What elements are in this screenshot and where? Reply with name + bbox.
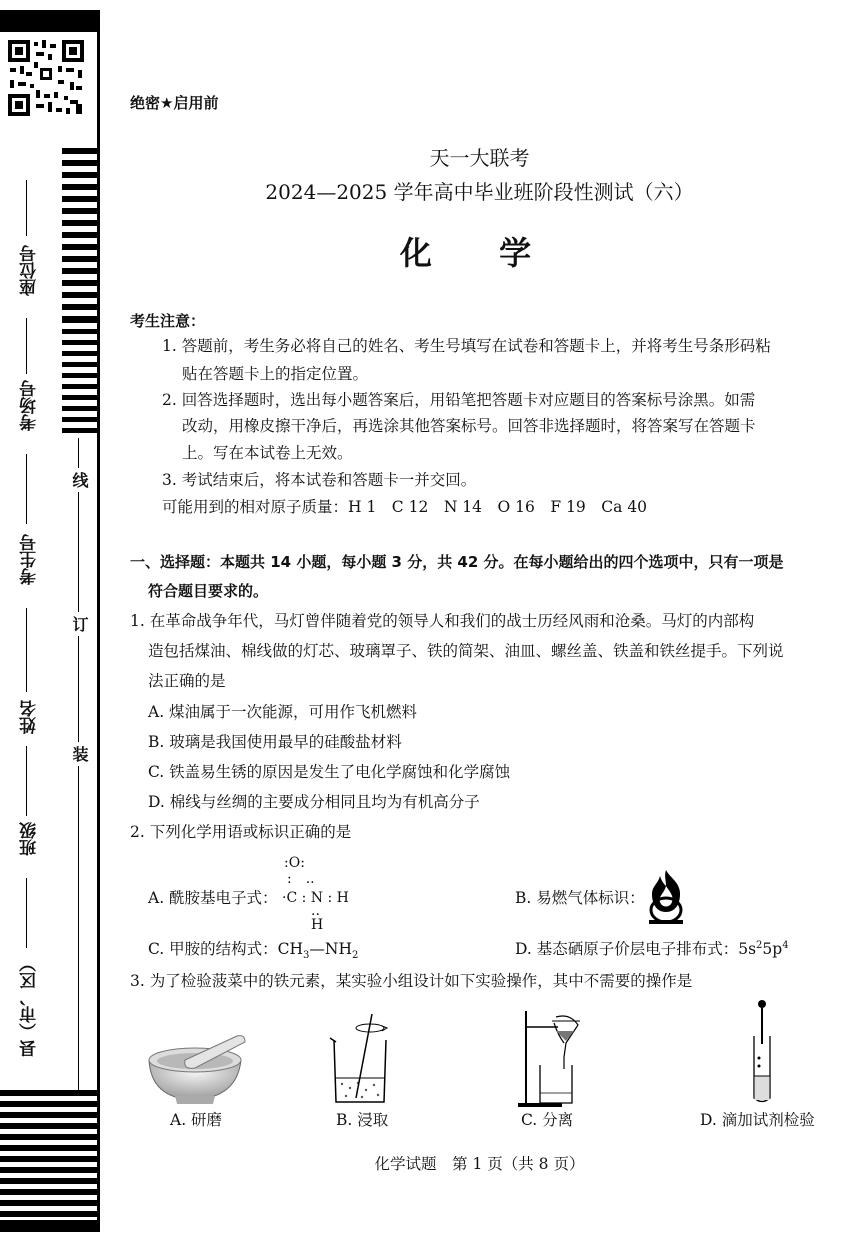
subject-title: 化 学 (399, 234, 560, 272)
room-blank (26, 318, 27, 374)
notice-item-3: 3. 考试结束后，将本试卷和答题卡一并交回。 (162, 471, 477, 489)
beaker-stirring-icon (326, 1012, 396, 1107)
q3-caption-a: A. 研磨 (170, 1111, 223, 1129)
qr-code-icon (6, 38, 86, 118)
page-footer: 化学试题 第 1 页（共 8 页） (374, 1155, 585, 1173)
separation-apparatus-icon (512, 1005, 587, 1108)
cut-mark-bind: 装 (68, 742, 91, 766)
county-label: 县（市、区） (20, 955, 40, 1057)
q1-option-a: A. 煤油属于一次能源，可用作飞机燃料 (148, 703, 418, 721)
binding-strip-bottom (0, 1220, 97, 1232)
formula-middle: ·C : N : H (282, 890, 349, 906)
confidential-label: 绝密★启用前 (130, 94, 219, 112)
class-label: 班级 (20, 822, 40, 856)
exam-id-blank (26, 454, 27, 524)
exam-room-label: 考场号 (20, 380, 40, 431)
name-blank (26, 608, 27, 692)
q2-option-d (515, 934, 789, 964)
q2-option-d-sup1: 2 (756, 939, 763, 951)
notice-heading: 考生注意： (130, 312, 206, 330)
seat-number-label: 座位号 (20, 245, 40, 296)
q3-stem: 3. 为了检验菠菜中的铁元素，某实验小组设计如下实验操作，其中不需要的操作是 (130, 972, 693, 990)
q2-option-c-rest: —NH (309, 940, 353, 958)
flammable-gas-icon (646, 868, 686, 926)
section-heading-cont: 符合题目要求的。 (148, 582, 269, 600)
formula-hydrogen: H (311, 917, 324, 933)
q2-option-d-mid: 5p (762, 940, 783, 958)
exam-organizer: 天一大联考 (429, 146, 530, 170)
q1-stem-line-2: 造包括煤油、棉线做的灯芯、玻璃罩子、铁的简架、油皿、螺丝盖、铁盖和铁丝提手。下列说 (148, 642, 784, 660)
q2-option-c-text: C. 甲胺的结构式：CH (148, 940, 304, 958)
q2-option-c (148, 934, 358, 964)
formula-oxygen: :O: (284, 855, 305, 871)
q2-option-d-text: D. 基态硒原子价层电子排布式：5s (515, 940, 757, 958)
q1-stem-line-1: 1. 在革命战争年代，马灯曾伴随着党的领导人和我们的战士历经风雨和沧桑。马灯的内部构 (130, 612, 755, 630)
formula-dots-bottom: .. (311, 903, 320, 919)
mortar-pestle-icon (145, 1030, 255, 1105)
q1-option-b: B. 玻璃是我国使用最早的硅酸盐材料 (148, 733, 402, 751)
q2-option-d-sup2: 4 (782, 939, 789, 951)
exam-id-label: 考生号 (20, 534, 40, 585)
county-blank (26, 878, 27, 948)
notice-item-1-cont: 贴在答题卡上的指定位置。 (182, 365, 369, 383)
cut-mark-staple: 订 (68, 612, 91, 636)
notice-item-2-cont: 改动，用橡皮擦干净后，再选涂其他答案标号。回答非选择题时，将答案写在答题卡 (182, 417, 756, 435)
class-blank (26, 746, 27, 816)
formula-dots-top: : .. (287, 871, 315, 887)
q2-option-a-label: A. 酰胺基电子式： (148, 889, 278, 907)
q3-caption-d: D. 滴加试剂检验 (700, 1111, 815, 1129)
binding-stripes-2 (62, 318, 97, 438)
name-label: 姓名 (20, 700, 40, 734)
q1-option-c: C. 铁盖易生锈的原因是发生了电化学腐蚀和化学腐蚀 (148, 763, 511, 781)
dropper-test-tube-icon (748, 998, 778, 1106)
exam-title: 2024—2025 学年高中毕业班阶段性测试（六） (265, 180, 694, 204)
q3-caption-c: C. 分离 (521, 1111, 574, 1129)
q2-option-c-sub2: 2 (352, 950, 359, 962)
q2-option-c-sub: 3 (303, 950, 310, 962)
seat-blank (26, 180, 27, 236)
notice-item-2-cont2: 上。写在本试卷上无效。 (182, 444, 353, 462)
cut-mark-line: 线 (68, 468, 91, 492)
q1-option-d: D. 棉线与丝绸的主要成分相同且均为有机高分子 (148, 793, 480, 811)
notice-item-1: 1. 答题前，考生务必将自己的姓名、考生号填写在试卷和答题卡上，并将考生号条形码粘 (162, 337, 771, 355)
binding-stripes-1 (62, 148, 97, 318)
atomic-masses: 可能用到的相对原子质量：H 1 C 12 N 14 O 16 F 19 Ca 40 (162, 498, 648, 516)
section-heading: 一、选择题：本题共 14 小题，每小题 3 分，共 42 分。在每小题给出的四个选项中，只有一项是 (130, 553, 784, 571)
q1-stem-line-3: 法正确的是 (148, 672, 226, 690)
q3-caption-b: B. 浸取 (336, 1111, 389, 1129)
binding-stripes-bottom (0, 1090, 97, 1220)
notice-item-2: 2. 回答选择题时，选出每小题答案后，用铅笔把答题卡对应题目的答案标号涂黑。如需 (162, 391, 756, 409)
q2-stem: 2. 下列化学用语或标识正确的是 (130, 823, 352, 841)
q2-option-b-label: B. 易燃气体标识： (515, 889, 645, 907)
binding-strip-top (0, 10, 97, 32)
